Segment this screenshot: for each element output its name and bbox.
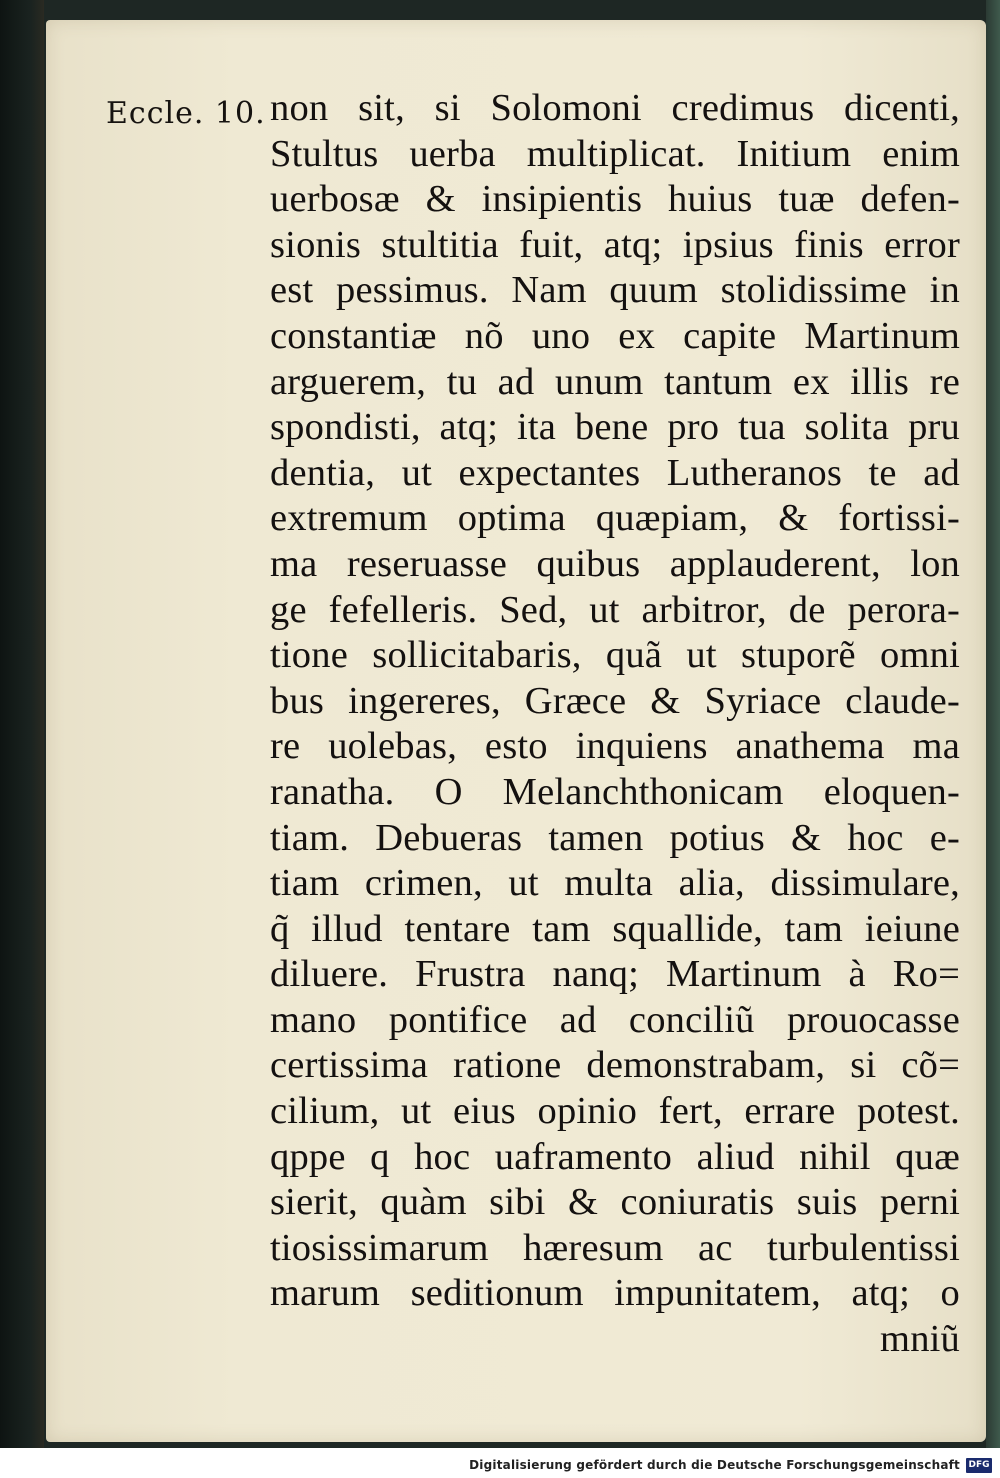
text-line: dentia, ut expectantes Lutheranos te ad — [270, 451, 960, 494]
catchword: mniũ — [880, 1318, 960, 1361]
text-line: non sit, si Solomoni credimus dicenti, — [270, 87, 960, 129]
text-line: cilium, ut eius opinio fert, errare potest. — [270, 1090, 960, 1133]
text-line: mano pontifice ad conciliũ prouocasse — [270, 998, 960, 1041]
text-line: constantiæ nõ uno ex capite Martinum — [270, 314, 960, 357]
text-line: ranatha. O Melanchthonicam eloquen- — [270, 770, 960, 813]
text-line: tiam. Debueras tamen potius & hoc e- — [270, 816, 960, 859]
text-line: ma reseruasse quibus applauderent, lon — [270, 542, 960, 585]
text-line: q̃ illud tentare tam squallide, tam ieiune — [270, 907, 960, 950]
text-line: qppe q hoc uaframento aliud nihil quæ — [270, 1135, 960, 1178]
text-line: bus ingereres, Græce & Syriace claude- — [270, 679, 960, 722]
text-line: tiam crimen, ut multa alia, dissimulare, — [270, 862, 960, 905]
text-line: diluere. Frustra nanq; Martinum à Ro= — [270, 953, 960, 996]
text-line: certissima ratione demonstrabam, si cõ= — [270, 1044, 960, 1087]
text-line: ge fefelleris. Sed, ut arbitror, de perora- — [270, 588, 960, 631]
footer-bar — [0, 1448, 1000, 1478]
binding-edge — [0, 0, 44, 1448]
text-line: uerbosæ & insipientis huius tuæ defen- — [270, 178, 960, 221]
text-line: extremum optima quæpiam, & fortissi- — [270, 497, 960, 540]
text-line: sionis stultitia fuit, atq; ipsius finis error — [270, 223, 960, 266]
text-line: re uolebas, esto inquiens anathema ma — [270, 725, 960, 768]
text-line: tiosissimarum hæresum ac turbulentissi — [270, 1226, 960, 1269]
page-fore-edge — [986, 0, 1000, 1448]
dfg-logo-icon: DFG — [966, 1458, 992, 1473]
text-line: est pessimus. Nam quum stolidissime in — [270, 269, 960, 312]
text-line: spondisti, atq; ita bene pro tua solita pru — [270, 406, 960, 449]
book-page — [46, 20, 986, 1442]
funding-credit: Digitalisierung gefördert durch die Deutsche Forschungsgemeinschaft — [469, 1458, 960, 1472]
text-line: Stultus uerba multiplicat. Initium enim — [270, 132, 960, 175]
text-line: sierit, quàm sibi & coniuratis suis perni — [270, 1181, 960, 1224]
text-block — [270, 86, 960, 1363]
text-line: arguerem, tu ad unum tantum ex illis re — [270, 360, 960, 403]
text-line: marum seditionum impunitatem, atq; o — [270, 1272, 960, 1315]
margin-note: Eccle. 10. — [106, 96, 266, 131]
text-line: tione sollicitabaris, quã ut stuporẽ omni — [270, 634, 960, 677]
